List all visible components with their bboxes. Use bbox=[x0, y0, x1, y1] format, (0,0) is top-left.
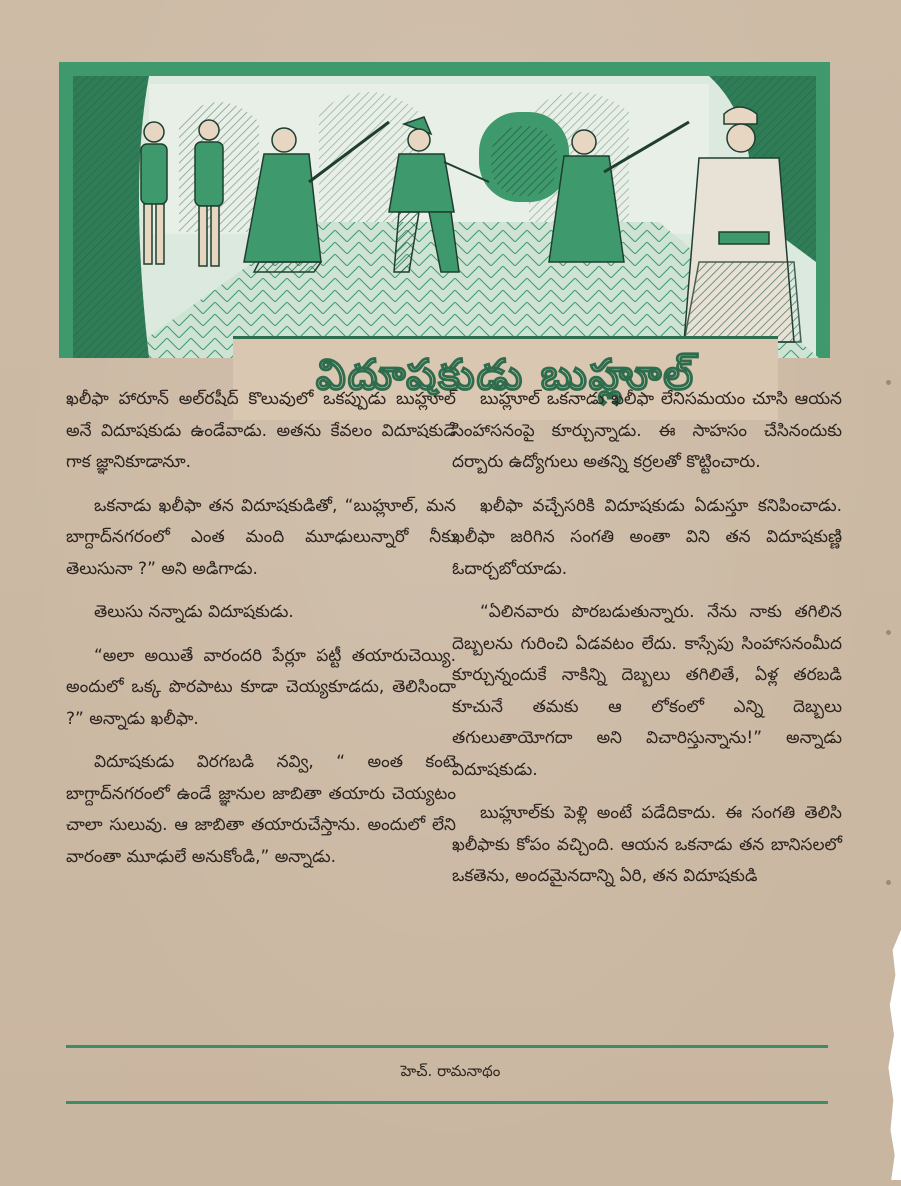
paragraph: విదూషకుడు విరగబడి నవ్వి, “ అంత కంటె బాగ్దాద్‌నగరంలో ఉండే జ్ఞానుల జాబితా తయారు చెయ్యటం చాలా సులువు. ఆ జాబితా తయారుచేస్తాను. అందులో లేని వారంతా మూఢులే అనుకోండి,” అన్నాడు. bbox=[66, 752, 456, 867]
story-title: విదూషకుడు బుహ్లూల్ bbox=[315, 349, 696, 399]
right-column bbox=[452, 384, 842, 905]
paragraph: ఒకనాడు ఖలీఫా తన విదూషకుడితో, “బుహ్లూల్, మన బాగ్దాద్‌నగరంలో ఎంత మంది మూఢులున్నారో నీకు తెలుసునా ?” అని అడిగాడు. bbox=[66, 495, 456, 579]
binding-dot bbox=[886, 630, 891, 635]
binding-dot bbox=[886, 880, 891, 885]
binding-dot bbox=[886, 380, 891, 385]
top-rule bbox=[66, 1045, 828, 1048]
bottom-rule bbox=[66, 1101, 828, 1104]
paragraph: ఖలీఫా వచ్చేసరికి విదూషకుడు ఏడుస్తూ కనిపించాడు. ఖలీఫా జరిగిన సంగతి అంతా విని తన విదూషకుణ్ణి ఓదార్చబోయాడు. bbox=[452, 495, 842, 579]
author-credit: హెచ్. రామనాథం bbox=[400, 1062, 501, 1080]
paragraph: తెలుసు నన్నాడు విదూషకుడు. bbox=[94, 602, 294, 622]
left-column bbox=[66, 384, 456, 885]
paragraph: బుహ్లూల్‌కు పెళ్లి అంటే పడేదికాదు. ఈ సంగతి తెలిసి ఖలీఫాకు కోపం వచ్చింది. ఆయన ఒకనాడు తన బానిసలలో ఒకతెను, అందమైనదాన్ని ఏరి, తన విదూషకుడి bbox=[452, 803, 842, 886]
paragraph: ఖలీఫా హారూన్ అల్‌రషీద్ కొలువులో ఒకప్పుడు బుహ్లూల్ అనే విదూషకుడు ఉండేవాడు. అతను కేవలం విదూషకుడే గాక జ్ఞానికూడానూ. bbox=[66, 389, 456, 472]
header-illustration bbox=[59, 62, 830, 399]
court-scene-illustration bbox=[59, 62, 830, 358]
paragraph: “అలా అయితే వారందరి పేర్లూ పట్టీ తయారుచెయ్యి. అందులో ఒక్క పొరపాటు కూడా చెయ్యకూడదు, తెలిసిందా ?” అన్నాడు ఖలీఫా. bbox=[66, 645, 456, 729]
paragraph: బుహ్లూల్ ఒకనాడు ఖలీఫా లేనిసమయం చూసి ఆయన సింహాసనంపై కూర్చున్నాడు. ఈ సాహసం చేసినందుకు దర్బారు ఉద్యోగులు అతన్ని కర్రలతో కొట్టించారు. bbox=[452, 389, 842, 472]
paragraph: “ఏలినవారు పొరబడుతున్నారు. నేను నాకు తగిలిన దెబ్బలను గురించి ఏడవటం లేదు. కాస్సేపు సింహాసనంమీద కూర్చున్నందుకే నాకిన్ని దెబ్బలు తగిలితే, ఏళ్ల తరబడి కూచునే తమకు ఆ లోకంలో ఎన్ని దెబ్బలు తగులుతాయోగదా అని విచారిస్తున్నాను!” అన్నాడు విదూషకుడు. bbox=[452, 602, 842, 780]
torn-edge bbox=[887, 930, 901, 1180]
